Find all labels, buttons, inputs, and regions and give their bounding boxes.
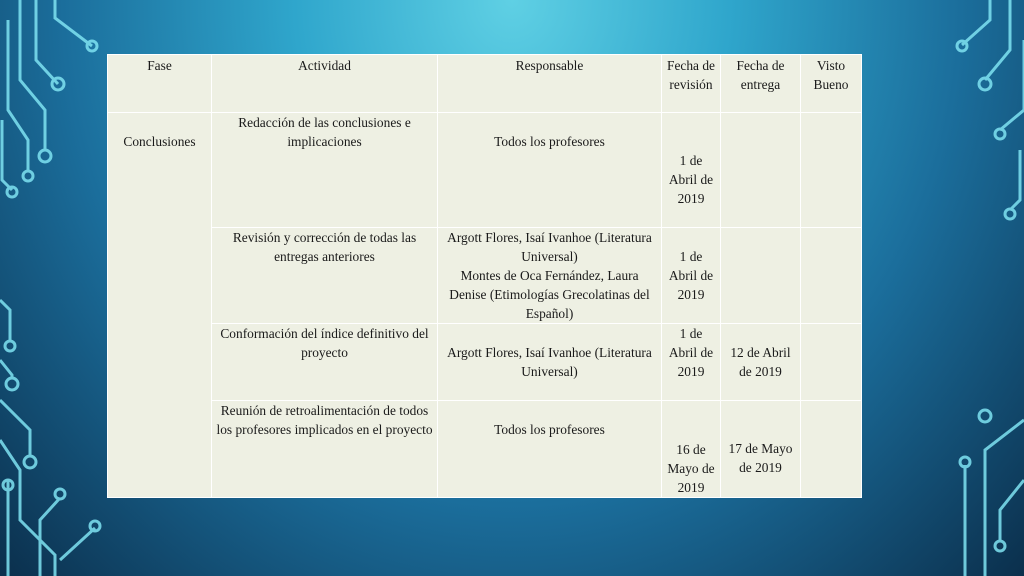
responsable-cell <box>438 228 662 324</box>
responsable-line: Montes de Oca Fernández, Laura Denise (Etimologías Grecolatinas del Español) <box>449 268 650 321</box>
responsable-cell: Argott Flores, Isaí Ivanhoe (Literatura Universal) <box>438 324 662 401</box>
table-row <box>108 401 862 498</box>
table-row <box>108 113 862 228</box>
responsable-line: Argott Flores, Isaí Ivanhoe (Literatura Universal) <box>447 230 652 264</box>
header-fecha-revision: Fecha de revisión <box>662 55 721 113</box>
visto-bueno-cell <box>801 324 862 401</box>
fecha-revision-cell: 1 de Abril de 2019 <box>662 324 721 401</box>
visto-bueno-cell <box>801 401 862 498</box>
actividad-cell: Conformación del índice definitivo del proyecto <box>212 324 438 401</box>
project-schedule-table <box>107 54 862 498</box>
fase-cell: Conclusiones <box>108 113 212 498</box>
responsable-cell: Todos los profesores <box>438 113 662 228</box>
circuit-line <box>55 0 92 46</box>
visto-bueno-cell <box>801 228 862 324</box>
header-responsable: Responsable <box>438 55 662 113</box>
header-fecha-entrega: Fecha de entrega <box>721 55 801 113</box>
visto-bueno-cell <box>801 113 862 228</box>
table-row <box>108 228 862 324</box>
actividad-cell: Reunión de retroalimentación de todos los profesores implicados en el proyecto <box>212 401 438 498</box>
actividad-cell: Revisión y corrección de todas las entregas anteriores <box>212 228 438 324</box>
header-row <box>108 55 862 113</box>
fecha-entrega-cell: 12 de Abril de 2019 <box>721 324 801 401</box>
table-row <box>108 324 862 401</box>
header-fase: Fase <box>108 55 212 113</box>
fecha-revision-cell: 1 de Abril de 2019 <box>662 228 721 324</box>
fecha-entrega-cell <box>721 113 801 228</box>
header-visto-bueno: Visto Bueno <box>801 55 862 113</box>
responsable-cell: Todos los profesores <box>438 401 662 498</box>
fecha-revision-cell: 16 de Mayo de 2019 <box>662 401 721 498</box>
fecha-entrega-cell: 17 de Mayo de 2019 <box>721 401 801 498</box>
fecha-entrega-cell <box>721 228 801 324</box>
actividad-cell: Redacción de las conclusiones e implicaciones <box>212 113 438 228</box>
header-actividad: Actividad <box>212 55 438 113</box>
fecha-revision-cell: 1 de Abril de 2019 <box>662 113 721 228</box>
